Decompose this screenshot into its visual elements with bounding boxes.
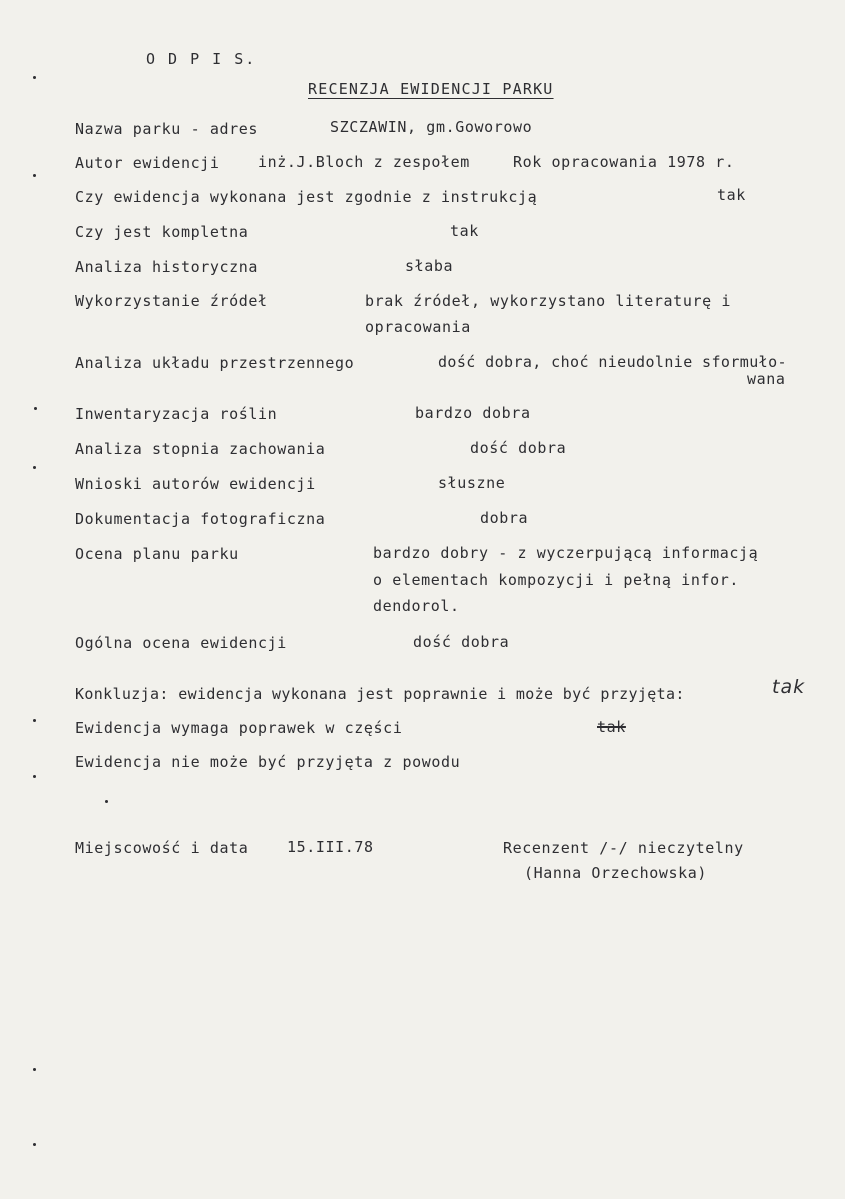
date-value: 15.III.78 [287, 838, 374, 856]
historical-label: Analiza historyczna [75, 258, 258, 276]
photo-value: dobra [480, 509, 529, 527]
photo-label: Dokumentacja fotograficzna [75, 510, 326, 528]
plants-label: Inwentaryzacja roślin [75, 405, 278, 423]
historical-value: słaba [405, 257, 454, 275]
park-name-value: SZCZAWIN, gm.Goworowo [330, 118, 533, 136]
sources-value-line2: opracowania [365, 318, 471, 336]
sources-label: Wykorzystanie źródeł [75, 292, 268, 310]
plan-label: Ocena planu parku [75, 545, 239, 563]
conclusions-value: słuszne [438, 474, 506, 492]
reviewer-label: Recenzent /-/ nieczytelny [503, 839, 744, 857]
margin-mark [33, 466, 36, 469]
overall-label: Ogólna ocena ewidencji [75, 634, 287, 652]
instruction-value: tak [717, 186, 746, 204]
margin-mark [33, 174, 36, 177]
complete-label: Czy jest kompletna [75, 223, 249, 241]
spatial-value-line2: wana [747, 370, 786, 388]
margin-mark [33, 719, 36, 722]
preservation-label: Analiza stopnia zachowania [75, 440, 326, 458]
park-name-label: Nazwa parku - adres [75, 120, 258, 138]
margin-mark [33, 76, 36, 79]
rejected-label: Ewidencja nie może być przyjęta z powodu [75, 753, 461, 771]
reviewer-name: (Hanna Orzechowska) [524, 864, 707, 882]
document-title: RECENZJA EWIDENCJI PARKU [308, 80, 554, 98]
copy-label: O D P I S. [146, 50, 257, 68]
overall-value: dość dobra [413, 633, 510, 651]
preservation-value: dość dobra [470, 439, 567, 457]
margin-mark [33, 1068, 36, 1071]
accepted-label: Konkluzja: ewidencja wykonana jest poprawnie i może być przyjęta: [75, 685, 685, 703]
corrections-label: Ewidencja wymaga poprawek w części [75, 719, 403, 737]
plants-value: bardzo dobra [415, 404, 531, 422]
margin-mark [33, 775, 36, 778]
accepted-handwritten: tak [772, 676, 806, 698]
spatial-value-line1: dość dobra, choć nieudolnie sformuło- [438, 353, 787, 371]
spatial-label: Analiza układu przestrzennego [75, 354, 355, 372]
plan-value-line2: o elementach kompozycji i pełną infor. [373, 571, 739, 589]
place-date-label: Miejscowość i data [75, 839, 249, 857]
plan-value-line3: dendorol. [373, 597, 460, 615]
author-value: inż.J.Bloch z zespołem [258, 153, 470, 171]
margin-mark [33, 1143, 36, 1146]
author-label: Autor ewidencji [75, 154, 220, 172]
plan-value-line1: bardzo dobry - z wyczerpującą informacją [373, 544, 759, 562]
instruction-label: Czy ewidencja wykonana jest zgodnie z instrukcją [75, 188, 538, 206]
margin-mark [105, 800, 108, 803]
complete-value: tak [450, 222, 479, 240]
year-label: Rok opracowania 1978 r. [513, 153, 735, 171]
corrections-value: tak [597, 718, 626, 736]
sources-value-line1: brak źródeł, wykorzystano literaturę i [365, 292, 731, 310]
conclusions-label: Wnioski autorów ewidencji [75, 475, 316, 493]
margin-mark [34, 407, 37, 410]
